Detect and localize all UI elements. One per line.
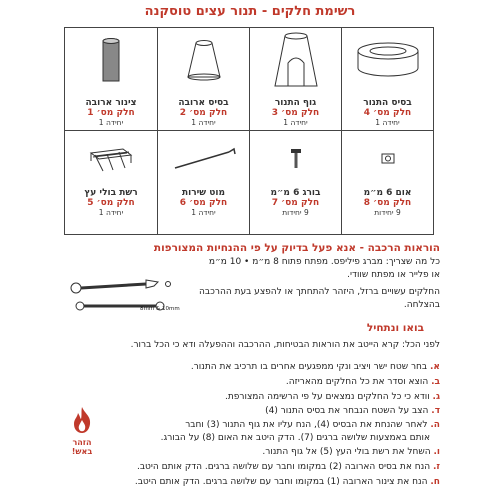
part-cell-2 — [157, 28, 249, 131]
step-text: הנח את בסיס הארובה (2) במקומו וחבר עם שלושה ברגים. הדק אותם היטב. — [136, 462, 431, 472]
step-text: לאחר שהנחת את הבסיס (4), הנח עליו את גוף התנור (3) וחבר — [185, 420, 428, 430]
step-text: הוצא וסדר את כל החלקים מהאריזה. — [285, 377, 429, 387]
step-number: ז. — [432, 462, 440, 472]
step-text: הצב על השטח הנבחר את בסיס התנור (4) — [265, 406, 429, 416]
wrench-label: 8mm & 10mm — [140, 306, 180, 312]
step-text: בחר שטח ישר ויציב ונקי ממפגעים אחרים בו תרכיב את התנור. — [190, 362, 428, 372]
part-qty: יחידה 1 — [283, 118, 308, 127]
part-name: צינור ארובה — [85, 98, 137, 108]
part-name: בסיס ארובה — [178, 98, 229, 108]
step-number: ד. — [431, 406, 440, 416]
part-name: אום 6 מ״מ — [363, 188, 412, 198]
step-text: הנח את צינור הארובה (1) במקומו וחבר עם שלושה ברגים. הדק אותם היטב. — [134, 477, 428, 487]
step-number: ו. — [433, 447, 440, 457]
wrench-illustration — [64, 276, 184, 320]
part-qty: יחידה 1 — [98, 208, 124, 217]
instructions-line: החלקים עשויים ברזל, היזהר להתחתך או להפצע בעת ההרכבה — [199, 287, 440, 297]
part-number: חלק מס׳ 3 — [271, 108, 320, 118]
part-cell-3 — [249, 28, 341, 131]
part-number: חלק מס׳ 5 — [87, 198, 135, 208]
part-qty: יחידה 1 — [191, 118, 216, 127]
log-grate-image — [65, 135, 157, 183]
step-line — [225, 392, 440, 402]
chimney-pipe-image — [65, 32, 157, 90]
part-name: מוט שירות — [182, 188, 225, 198]
step-line — [191, 362, 440, 372]
fire-warning — [64, 406, 100, 456]
instructions-heading: הוראות הרכבה - אנא פעל בדיוק על פי ההנחיות המצורפות — [153, 242, 440, 254]
step-line — [161, 433, 430, 443]
part-qty: 9 יחידות — [282, 208, 309, 217]
part-name: בורג 6 מ״מ — [270, 188, 321, 198]
part-name: בסיס התנור — [363, 98, 412, 108]
part-cell-6 — [157, 131, 249, 234]
part-number: חלק מס׳ 4 — [363, 108, 412, 118]
part-qty: יחידה 1 — [191, 208, 216, 217]
step-number: א. — [430, 362, 440, 372]
part-qty: יחידה 1 — [98, 118, 124, 127]
step-line — [185, 420, 440, 430]
part-cell-5 — [65, 131, 157, 234]
part-cell-7 — [249, 131, 341, 234]
parts-grid — [64, 27, 434, 235]
step-number: ג. — [432, 392, 440, 402]
step-line — [137, 462, 440, 472]
step-line — [135, 477, 440, 487]
part-number: חלק מס׳ 8 — [363, 198, 412, 208]
part-qty: 9 יחידות — [374, 208, 401, 217]
part-number: חלק מס׳ 7 — [271, 198, 320, 208]
flame-icon — [71, 406, 93, 434]
instructions-line: כל מה שצריך: מברג פיליפס. מפתח פתוח 8 מ״מ • 10 מ״מ — [208, 257, 440, 267]
wrench-icon — [64, 276, 184, 320]
part-cell-8 — [341, 131, 433, 234]
step-text: אותם באמצעות שלושה ברגים (7). הדק היטב את האום (8) על הבורג. — [160, 433, 430, 443]
step-line — [262, 447, 440, 457]
nut-image — [342, 135, 433, 183]
chimney-base-image — [158, 32, 249, 90]
step-number: ח. — [430, 477, 440, 487]
part-qty: יחידה 1 — [375, 118, 400, 127]
step-number: ב. — [431, 377, 440, 387]
warning-line2: באש! — [71, 447, 93, 456]
instructions-line: או פלייר או מפתח שוודי. — [347, 270, 440, 280]
part-number: חלק מס׳ 2 — [179, 108, 228, 118]
start-heading: בואו ונתחיל — [366, 322, 424, 334]
start-intro: לפני הכל: קרא הייטב את הוראות הבטיחות, ההרכבה וההפעלה ודא כי הכל ברור. — [130, 340, 440, 350]
service-rod-image — [158, 135, 249, 183]
step-line — [265, 406, 440, 416]
warning-line1: הזהר — [72, 438, 92, 447]
instructions-line: בהצלחה. — [403, 300, 440, 310]
part-number: חלק מס׳ 6 — [179, 198, 228, 208]
step-text: וודא כי כל החלקים נמצאים על פי הרשימה המצורפת. — [225, 392, 430, 402]
bolt-image — [250, 135, 341, 183]
part-cell-1 — [65, 28, 157, 131]
oven-base-image — [342, 32, 433, 90]
part-name: רשת בולי עץ — [84, 188, 138, 198]
oven-body-image — [250, 32, 341, 90]
part-name: גוף התנור — [274, 98, 317, 108]
step-line — [286, 377, 440, 387]
part-cell-4 — [341, 28, 433, 131]
page-title: רשימת חלקים - תנור עצים טוסקנה — [144, 4, 356, 19]
step-text: השחל את רשת בולי העץ (5) אל גוף התנור. — [262, 447, 431, 457]
step-number: ה. — [430, 420, 440, 430]
part-number: חלק מס׳ 1 — [87, 108, 135, 118]
